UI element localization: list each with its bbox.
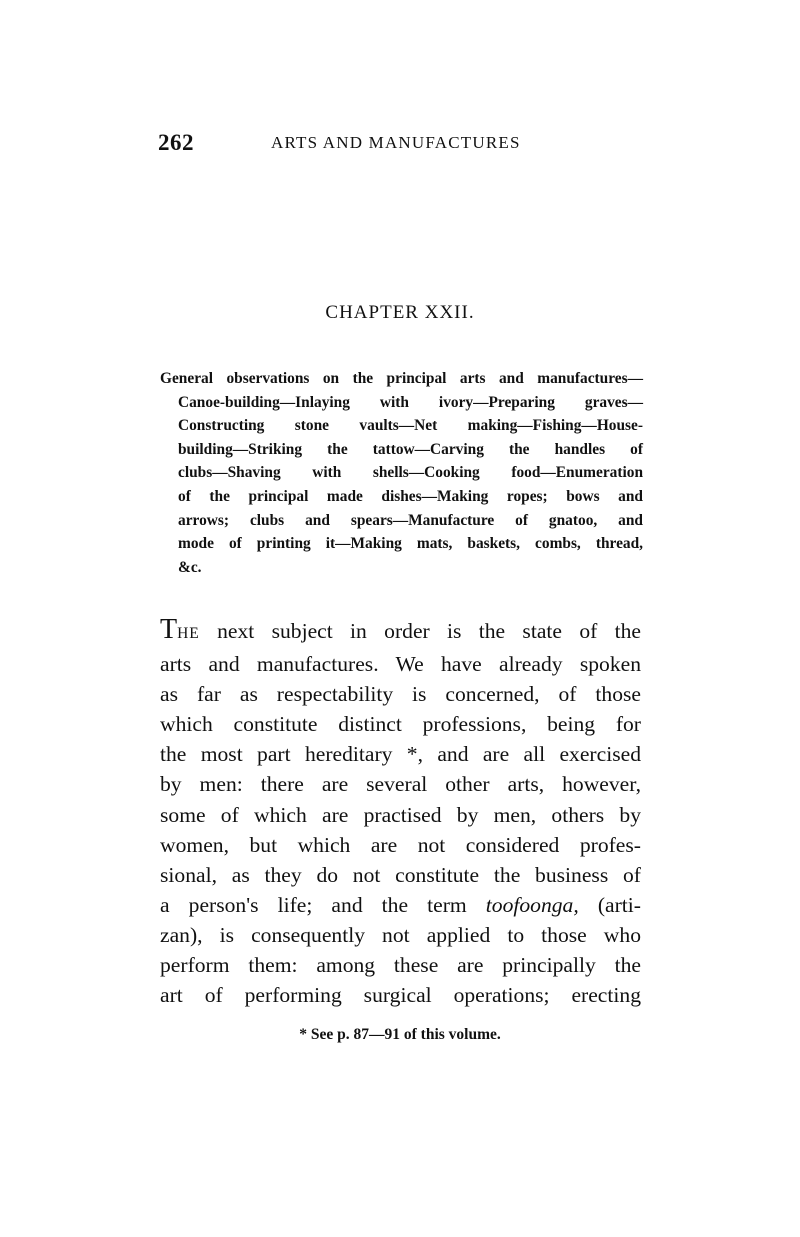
synopsis-line: &c. xyxy=(178,558,202,576)
body-fragment: a person's life; and the term xyxy=(160,892,486,917)
body-line: the most part hereditary *, and are all exercised xyxy=(160,742,641,767)
body-text xyxy=(160,615,641,1010)
body-line: sional, as they do not constitute the business of xyxy=(160,862,641,887)
synopsis-line: arrows; clubs and spears—Manufacture of gnatoo, and xyxy=(178,511,643,529)
body-line: zan), is consequently not applied to those who xyxy=(160,922,641,947)
body-line xyxy=(160,615,641,649)
chapter-title: CHAPTER XXII. xyxy=(325,302,475,323)
running-title: ARTS AND MANUFACTURES xyxy=(271,133,521,152)
synopsis-line: Constructing stone vaults—Net making—Fishing—House- xyxy=(178,417,643,435)
chapter-synopsis xyxy=(160,367,643,579)
body-line: which constitute distinct professions, being for xyxy=(160,712,641,737)
italic-term: toofoonga, xyxy=(485,892,579,917)
body-line-rest: next subject in order is the state of the xyxy=(199,619,641,643)
body-line: some of which are practised by men, others by xyxy=(160,802,641,827)
page-number: 262 xyxy=(158,130,194,155)
synopsis-line: clubs—Shaving with shells—Cooking food—Enumeration xyxy=(178,464,643,482)
synopsis-line: General observations on the principal arts and manufactures— xyxy=(160,370,643,387)
body-line: women, but which are not considered profes- xyxy=(160,832,641,857)
body-line: perform them: among these are principally the xyxy=(160,953,641,978)
body-line: as far as respectability is concerned, of those xyxy=(160,682,641,707)
small-caps: HE xyxy=(177,625,200,642)
footnote: * See p. 87—91 of this volume. xyxy=(299,1026,501,1043)
drop-cap: T xyxy=(160,614,178,645)
synopsis-line: of the principal made dishes—Making ropes; bows and xyxy=(178,487,643,505)
body-line xyxy=(160,890,641,920)
body-line: art of performing surgical operations; erecting xyxy=(160,983,641,1008)
synopsis-line: mode of printing it—Making mats, baskets, combs, thread, xyxy=(178,535,643,553)
synopsis-line: Canoe-building—Inlaying with ivory—Preparing graves— xyxy=(178,393,643,411)
body-fragment: (arti- xyxy=(578,892,641,917)
body-line: by men: there are several other arts, however, xyxy=(160,772,641,797)
body-line: arts and manufactures. We have already spoken xyxy=(160,652,641,677)
synopsis-line: building—Striking the tattow—Carving the handles of xyxy=(178,440,643,458)
running-head xyxy=(158,130,650,160)
